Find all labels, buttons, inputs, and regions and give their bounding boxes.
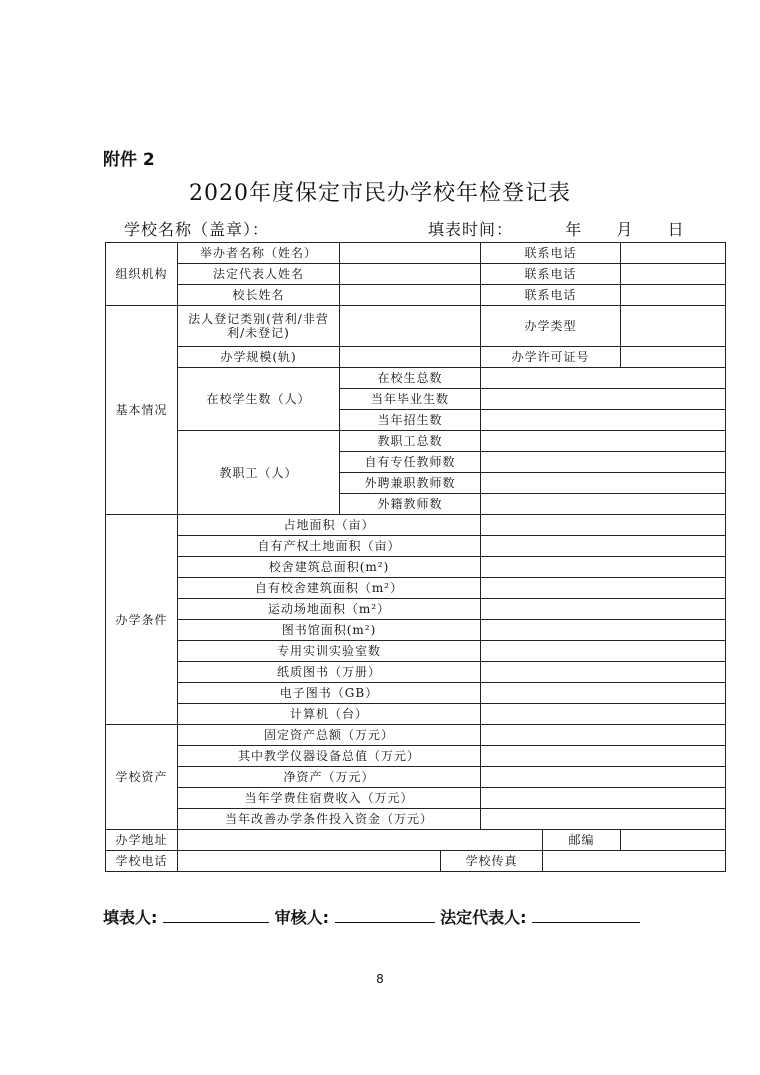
license-no-label: 办学许可证号: [481, 347, 621, 368]
asset-label: 固定资产总额（万元）: [178, 725, 481, 746]
asset-value[interactable]: [481, 746, 726, 767]
students-label: 在校学生数（人）: [178, 368, 340, 431]
condition-value[interactable]: [481, 641, 726, 662]
condition-label: 专用实训实验室数: [178, 641, 481, 662]
asset-value[interactable]: [481, 725, 726, 746]
section-basic: 基本情况: [106, 306, 178, 515]
table-row: [106, 243, 726, 264]
fulltime-teachers-value[interactable]: [481, 452, 726, 473]
year-label: 年: [565, 220, 583, 239]
table-row: [106, 578, 726, 599]
day-label: 日: [667, 220, 685, 239]
parttime-teachers-value[interactable]: [481, 473, 726, 494]
table-row: [106, 767, 726, 788]
table-row: [106, 809, 726, 830]
table-row: [106, 788, 726, 809]
asset-label: 其中教学仪器设备总值（万元）: [178, 746, 481, 767]
table-row: [106, 725, 726, 746]
scale-value[interactable]: [340, 347, 481, 368]
fulltime-teachers-label: 自有专任教师数: [340, 452, 481, 473]
asset-value[interactable]: [481, 767, 726, 788]
section-assets: 学校资产: [106, 725, 178, 830]
condition-value[interactable]: [481, 578, 726, 599]
table-row: [106, 264, 726, 285]
table-row: [106, 536, 726, 557]
asset-label: 净资产（万元）: [178, 767, 481, 788]
condition-label: 自有校舍建筑面积（m²）: [178, 578, 481, 599]
annex-label: 附件 2: [103, 150, 155, 170]
address-value[interactable]: [178, 830, 543, 851]
sponsor-label: 举办者名称（姓名）: [178, 243, 340, 264]
enrollment-value[interactable]: [481, 410, 726, 431]
address-label: 办学地址: [106, 830, 178, 851]
school-type-value[interactable]: [621, 306, 726, 347]
signature-line: [103, 905, 640, 928]
condition-value[interactable]: [481, 620, 726, 641]
staff-total-value[interactable]: [481, 431, 726, 452]
registration-type-value[interactable]: [340, 306, 481, 347]
asset-value[interactable]: [481, 809, 726, 830]
school-phone-label: 学校电话: [106, 851, 178, 872]
legal-rep-label: 法定代表人姓名: [178, 264, 340, 285]
condition-label: 计算机（台）: [178, 704, 481, 725]
condition-label: 图书馆面积(m²): [178, 620, 481, 641]
table-row: [106, 683, 726, 704]
legal-rep-blank[interactable]: [532, 908, 640, 923]
table-row: [106, 431, 726, 452]
fill-time-label: 填表时间：: [428, 220, 514, 239]
table-row: [106, 662, 726, 683]
registration-form-table: [105, 242, 726, 872]
fill-time: [428, 217, 685, 240]
condition-value[interactable]: [481, 662, 726, 683]
asset-label: 当年改善办学条件投入资金（万元）: [178, 809, 481, 830]
school-fax-value[interactable]: [543, 851, 726, 872]
scale-label: 办学规模(轨): [178, 347, 340, 368]
table-row: [106, 620, 726, 641]
page-title: 2020年度保定市民办学校年检登记表: [189, 181, 571, 206]
condition-label: 占地面积（亩）: [178, 515, 481, 536]
school-type-label: 办学类型: [481, 306, 621, 347]
condition-value[interactable]: [481, 536, 726, 557]
table-row: [106, 557, 726, 578]
school-fax-label: 学校传真: [441, 851, 543, 872]
principal-phone-value[interactable]: [621, 285, 726, 306]
parttime-teachers-label: 外聘兼职教师数: [340, 473, 481, 494]
month-label: 月: [616, 220, 634, 239]
staff-label: 教职工（人）: [178, 431, 340, 515]
section-org: 组织机构: [106, 243, 178, 306]
table-row: [106, 704, 726, 725]
enrollment-label: 当年招生数: [340, 410, 481, 431]
registration-type-label: 法人登记类别(营利/非营利/未登记): [178, 306, 340, 347]
students-total-label: 在校生总数: [340, 368, 481, 389]
foreign-teachers-label: 外籍教师数: [340, 494, 481, 515]
legal-rep-sign-label: 法定代表人:: [440, 908, 527, 927]
phone-label: 联系电话: [481, 285, 621, 306]
principal-value[interactable]: [340, 285, 481, 306]
graduates-label: 当年毕业生数: [340, 389, 481, 410]
sponsor-value[interactable]: [340, 243, 481, 264]
table-row: [106, 746, 726, 767]
school-name-label: 学校名称（盖章）：: [124, 220, 270, 239]
table-row: [106, 368, 726, 389]
table-row: [106, 851, 726, 872]
students-total-value[interactable]: [481, 368, 726, 389]
principal-label: 校长姓名: [178, 285, 340, 306]
table-row: [106, 515, 726, 536]
legal-rep-phone-value[interactable]: [621, 264, 726, 285]
table-row: [106, 285, 726, 306]
license-no-value[interactable]: [621, 347, 726, 368]
condition-value[interactable]: [481, 557, 726, 578]
sponsor-phone-value[interactable]: [621, 243, 726, 264]
table-row: [106, 641, 726, 662]
filler-blank[interactable]: [163, 908, 269, 923]
foreign-teachers-value[interactable]: [481, 494, 726, 515]
page-number: 8: [376, 972, 384, 986]
reviewer-label: 审核人:: [274, 908, 329, 927]
condition-label: 纸质图书（万册）: [178, 662, 481, 683]
table-row: [106, 347, 726, 368]
filler-label: 填表人:: [103, 908, 158, 927]
staff-total-label: 教职工总数: [340, 431, 481, 452]
condition-label: 校舍建筑总面积(m²): [178, 557, 481, 578]
phone-label: 联系电话: [481, 264, 621, 285]
table-row: [106, 830, 726, 851]
table-row: [106, 306, 726, 347]
postcode-label: 邮编: [543, 830, 621, 851]
condition-label: 运动场地面积（m²）: [178, 599, 481, 620]
postcode-value[interactable]: [621, 830, 726, 851]
condition-value[interactable]: [481, 599, 726, 620]
condition-value[interactable]: [481, 704, 726, 725]
reviewer-blank[interactable]: [335, 908, 435, 923]
asset-value[interactable]: [481, 788, 726, 809]
table-row: [106, 599, 726, 620]
condition-value[interactable]: [481, 515, 726, 536]
condition-value[interactable]: [481, 683, 726, 704]
school-phone-value[interactable]: [178, 851, 441, 872]
section-conditions: 办学条件: [106, 515, 178, 725]
asset-label: 当年学费住宿费收入（万元）: [178, 788, 481, 809]
phone-label: 联系电话: [481, 243, 621, 264]
condition-label: 电子图书（GB）: [178, 683, 481, 704]
legal-rep-value[interactable]: [340, 264, 481, 285]
condition-label: 自有产权土地面积（亩）: [178, 536, 481, 557]
graduates-value[interactable]: [481, 389, 726, 410]
